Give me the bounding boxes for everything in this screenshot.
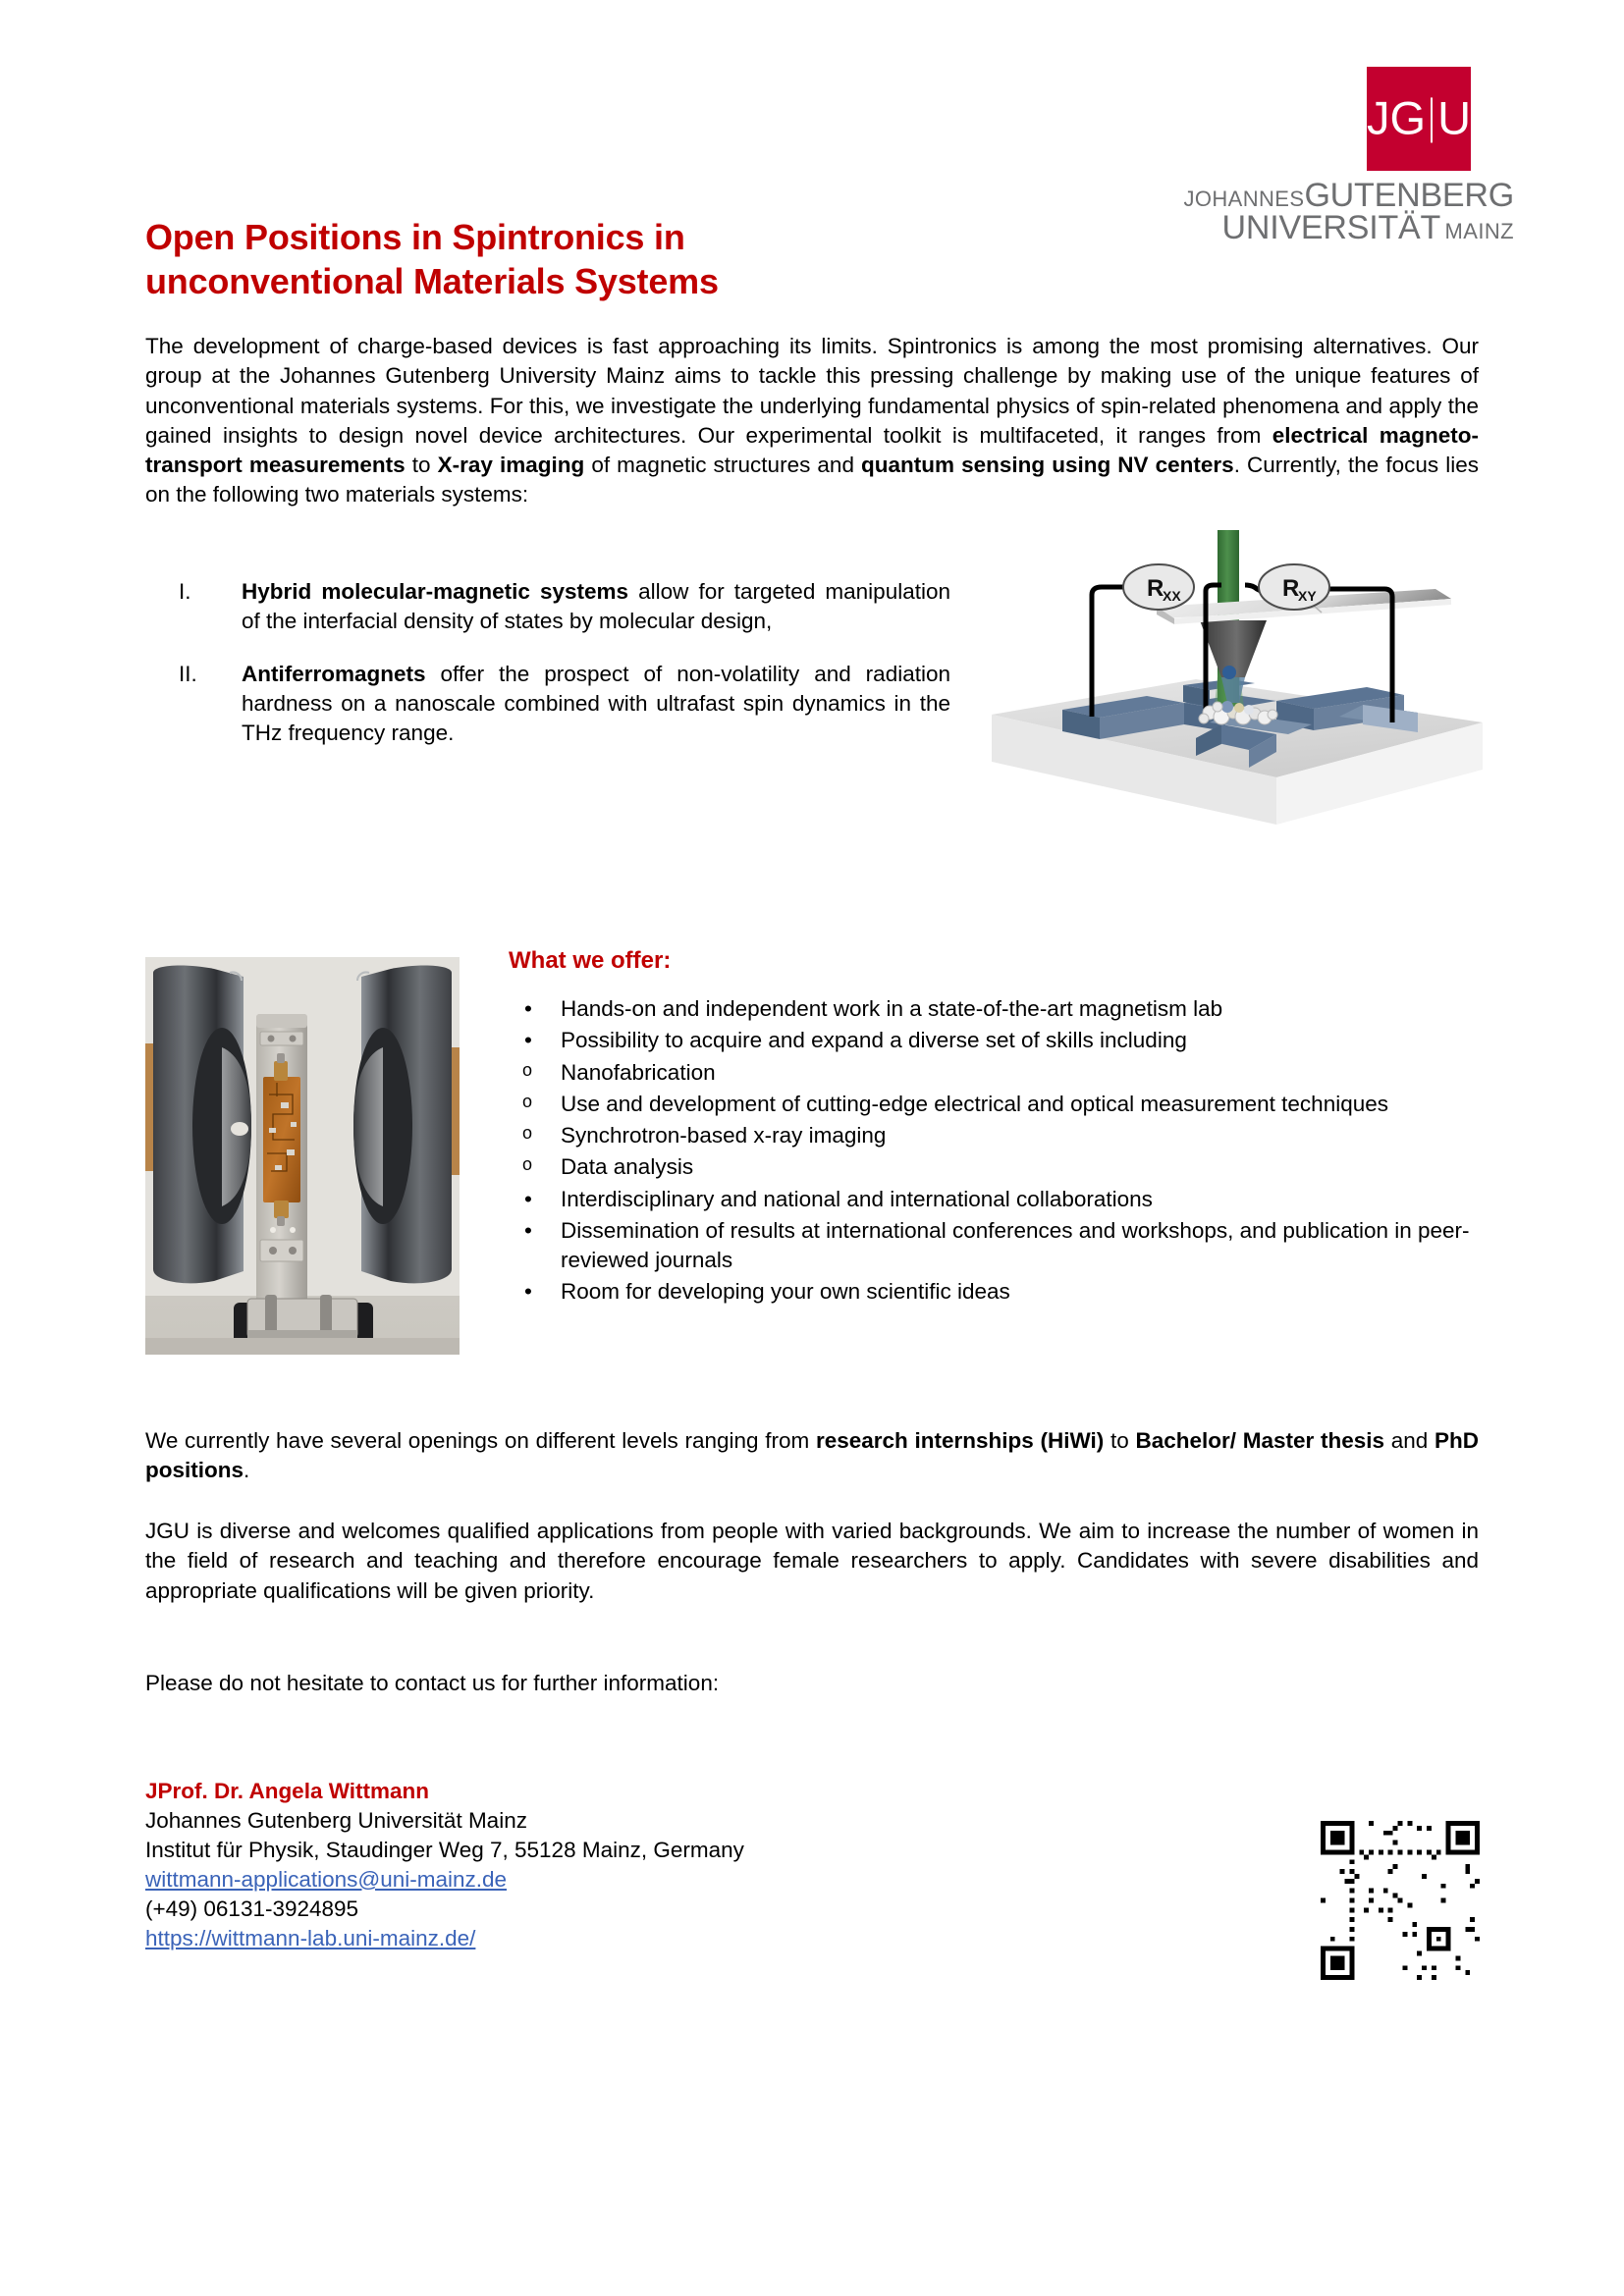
intro-part-4: . Currently, the focus lies on the following two materials systems: — [145, 453, 1479, 507]
offer-list-item-text: Possibility to acquire and expand a diverse set of skills including — [561, 1028, 1187, 1053]
magnet-lab-photo-svg — [145, 957, 460, 1355]
qr-code-svg — [1321, 1821, 1480, 1980]
bullet-icon: • — [524, 1186, 532, 1211]
openings-paragraph — [145, 1426, 1479, 1486]
contact-email-link[interactable]: wittmann-applications@uni-mainz.de — [145, 1866, 508, 1892]
list-item-bold: Hybrid molecular-magnetic systems — [242, 579, 629, 604]
diversity-paragraph: JGU is diverse and welcomes qualified applications from people with varied backgrounds. We aim to increase the number of women in the field of research and teaching and therefore encourage female researchers to apply. Candidates with severe disabilities and appropriate qualifications will be given priority. — [145, 1519, 1479, 1603]
offer-list-item-text: Room for developing your own scientific ideas — [561, 1279, 1010, 1305]
rxy-label — [1259, 564, 1329, 610]
jgu-logo-line-2 — [1161, 208, 1514, 246]
intro-part-2: to — [405, 453, 438, 477]
offer-list-item-text: Use and development of cutting-edge electrical and optical measurement techniques — [561, 1091, 1389, 1116]
intro-part-3: of magnetic structures and — [584, 453, 862, 477]
circle-bullet-icon: o — [522, 1091, 533, 1111]
list-item-text: allow for targeted manipulation of the interfacial density of states by molecular design, — [242, 579, 950, 634]
openings-bold-1: research internships (HiWi) — [815, 1428, 1105, 1453]
qr-code[interactable] — [1321, 1821, 1480, 1980]
magnet-pole-right — [353, 966, 452, 1284]
bullet-icon: • — [524, 1279, 532, 1305]
magnet-pole-left — [153, 966, 251, 1284]
page-title: Open Positions in Spintronics in unconventional Materials Systems — [145, 217, 719, 301]
jgu-logo-jg: JG — [1367, 91, 1427, 144]
offer-list-item-text: Data analysis — [561, 1154, 694, 1180]
bullet-icon: • — [524, 996, 532, 1021]
list-item-text: offer the prospect of non-volatility and radiation hardness on a nanoscale combined with ultrafast spin dynamics in the THz frequency range. — [242, 661, 950, 745]
list-item-bold: Antiferromagnets — [242, 661, 426, 686]
intro-bold-2: X-ray imaging — [437, 453, 585, 477]
list-item-marker: II. — [179, 661, 197, 686]
offer-list-item — [509, 1185, 1481, 1214]
sample-holder — [256, 1014, 307, 1307]
base-plate — [234, 1295, 373, 1344]
rxx-label — [1123, 564, 1194, 610]
hall-device-illustration — [982, 530, 1492, 869]
hall-device-svg — [982, 530, 1492, 869]
offer-list-item-text: Interdisciplinary and national and international collaborations — [561, 1186, 1153, 1211]
intro-part-1: The development of charge-based devices is fast approaching its limits. Spintronics is among the most promising alternatives. Our group at the Johannes Gutenberg University Mainz aims to tackle this pressing challenge by making use of the unique features of unconventional materials systems. For this, we investigate the underlying fundamental physics of spin-related phenomena and apply the gained insights to design novel device architectures. Our experimental toolkit is multifaceted, it ranges from — [145, 334, 1479, 448]
contact-block — [145, 1777, 1029, 1953]
openings-bold-2: Bachelor/ Master thesis — [1135, 1428, 1384, 1453]
jgu-logo-johannes: JOHANNES — [1183, 187, 1305, 211]
intro-paragraph — [145, 332, 1479, 510]
offer-list-item — [509, 1216, 1481, 1276]
list-item-marker: I. — [179, 579, 191, 604]
list-item — [145, 660, 950, 749]
jgu-logo-mainz: MAINZ — [1444, 218, 1514, 243]
jgu-logo — [1161, 67, 1514, 246]
list-item — [145, 577, 950, 637]
contact-website-link[interactable]: https://wittmann-lab.uni-mainz.de/ — [145, 1925, 476, 1950]
rxy-label-sub: XY — [1298, 588, 1317, 604]
molecule-blue — [1222, 666, 1236, 679]
openings-part-3: and — [1384, 1428, 1435, 1453]
jgu-logo-universitaet: UNIVERSITÄT — [1221, 208, 1441, 246]
offer-list-item — [509, 1152, 1481, 1182]
rxx-label-r: R — [1147, 575, 1164, 602]
offer-list-item — [509, 1121, 1481, 1150]
circle-bullet-icon: o — [522, 1123, 533, 1143]
intro-bold-1: electrical magneto-transport measurements — [145, 422, 1480, 477]
offer-heading: What we offer: — [509, 947, 672, 974]
jgu-logo-u: U — [1437, 91, 1472, 144]
offer-list-item-text: Nanofabrication — [561, 1059, 716, 1085]
offer-list-item — [509, 1026, 1481, 1055]
contact-address: Institut für Physik, Staudinger Weg 7, 55128 Mainz, Germany — [145, 1837, 744, 1862]
offer-list — [509, 994, 1481, 1309]
rxy-label-r: R — [1282, 575, 1300, 602]
bullet-icon: • — [524, 1028, 532, 1053]
offer-list-item — [509, 1277, 1481, 1307]
contact-lead-text: Please do not hesitate to contact us for further information: — [145, 1671, 720, 1695]
magnet-lab-photo — [145, 957, 460, 1355]
bullet-icon: • — [524, 1217, 532, 1243]
offer-list-item-text: Synchrotron-based x-ray imaging — [561, 1123, 887, 1148]
circle-bullet-icon: o — [522, 1154, 533, 1175]
contact-phone: (+49) 06131-3924895 — [145, 1896, 359, 1921]
materials-systems-list — [145, 577, 950, 771]
openings-part-2: to — [1104, 1428, 1136, 1453]
jgu-logo-wordmark — [1161, 177, 1514, 246]
offer-list-item-text: Dissemination of results at international conferences and workshops, and publication in peer-reviewed journals — [561, 1217, 1470, 1272]
offer-list-item — [509, 1058, 1481, 1088]
openings-part-1: We currently have several openings on different levels ranging from — [145, 1428, 816, 1453]
offer-list-item — [509, 994, 1481, 1024]
openings-bold-3: PhD positions — [145, 1428, 1479, 1483]
contact-name: JProf. Dr. Angela Wittmann — [145, 1779, 429, 1803]
openings-part-4: . — [244, 1458, 250, 1483]
offer-list-item-text: Hands-on and independent work in a state-of-the-art magnetism lab — [561, 996, 1223, 1021]
intro-bold-3: quantum sensing using NV centers — [861, 453, 1234, 477]
contact-university: Johannes Gutenberg Universität Mainz — [145, 1807, 527, 1833]
jgu-logo-letters — [1367, 90, 1471, 144]
rxx-label-sub: XX — [1163, 588, 1181, 604]
jgu-logo-divider — [1431, 97, 1433, 142]
offer-list-item — [509, 1090, 1481, 1119]
jgu-logo-mark — [1367, 67, 1471, 171]
jgu-logo-gutenberg: GUTENBERG — [1304, 177, 1514, 214]
circle-bullet-icon: o — [522, 1059, 533, 1080]
jgu-logo-line-1 — [1161, 177, 1514, 214]
